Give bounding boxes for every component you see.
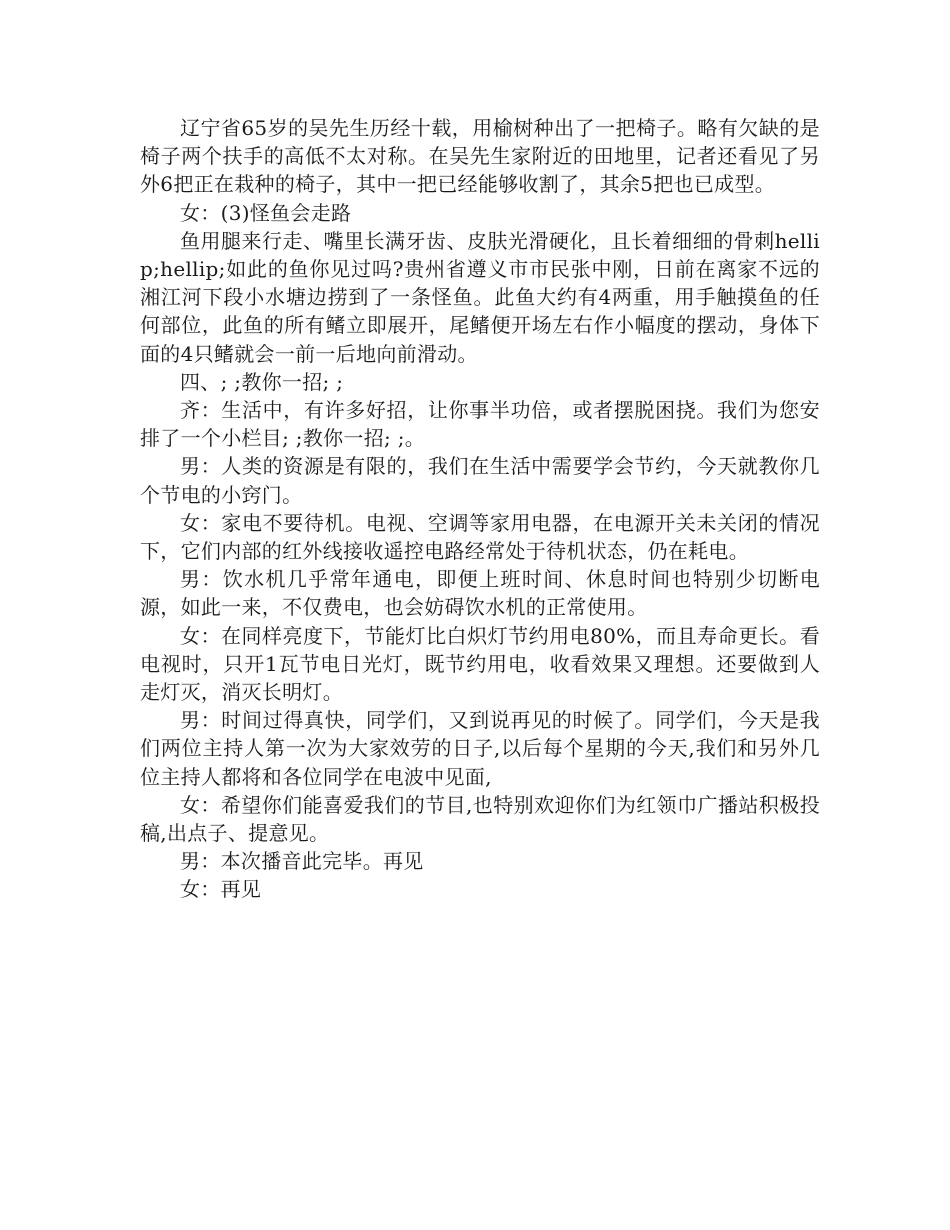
paragraph-broadcast-end: 男：本次播音此完毕。再见 xyxy=(180,849,424,874)
paragraph-tips-intro: 齐：生活中，有许多好招，让你事半功倍，或者摆脱困挠。我们为您安排了一个小栏目; ;教你一招; ;。 xyxy=(140,398,820,451)
paragraph-farewell-girl: 女：希望你们能喜爱我们的节目,也特别欢迎你们为红领巾广播站积极投稿,出点子、提意见。 xyxy=(140,792,820,846)
paragraph-goodbye: 女：再见 xyxy=(180,877,262,902)
paragraph-strange-fish-story: 鱼用腿来行走、嘴里长满牙齿、皮肤光滑硬化，且长着细细的骨刺hellip;hellip;如此的鱼你见过吗?贵州省遵义市市民张中刚，日前在离家不远的湘江河下段小水塘边捞到了一条怪鱼。此鱼大约有4两重，用手触摸鱼的任何部位，此鱼的所有鳍立即展开，尾鳍便开场左右作小幅度的摆动，身体下面的4只鳍就会一前一后地向前滑动。 xyxy=(140,228,820,366)
paragraph-strange-fish-heading: 女：(3)怪鱼会走路 xyxy=(180,200,352,225)
paragraph-energy-saving-lamp: 女：在同样亮度下，节能灯比白炽灯节约用电80%，而且寿命更长。看电视时，只开1瓦节电日光灯，既节约用电，收看效果又理想。还要做到人走灯灭，消灭长明灯。 xyxy=(140,623,820,705)
paragraph-section-four-heading: 四、; ;教你一招; ; xyxy=(180,369,344,394)
document-body xyxy=(140,114,820,904)
paragraph-water-dispenser: 男：饮水机几乎常年通电，即便上班时间、休息时间也特别少切断电源，如此一来，不仅费电，也会妨碍饮水机的正常使用。 xyxy=(140,567,820,620)
paragraph-chair-story: 辽宁省65岁的吴先生历经十载，用榆树种出了一把椅子。略有欠缺的是椅子两个扶手的高低不太对称。在吴先生家附近的田地里，记者还看见了另外6把正在栽种的椅子，其中一把已经能够收割了，其余5把也已成型。 xyxy=(140,116,820,197)
paragraph-save-resources: 男：人类的资源是有限的，我们在生活中需要学会节约，今天就教你几个节电的小窍门。 xyxy=(140,454,820,507)
paragraph-farewell-boy: 男：时间过得真快，同学们，又到说再见的时候了。同学们，今天是我们两位主持人第一次为大家效劳的日子,以后每个星期的今天,我们和另外几位主持人都将和各位同学在电波中见面, xyxy=(140,708,820,789)
paragraph-appliance-standby: 女：家电不要待机。电视、空调等家用电器，在电源开关未关闭的情况下，它们内部的红外线接收遥控电路经常处于待机状态，仍在耗电。 xyxy=(140,510,820,564)
